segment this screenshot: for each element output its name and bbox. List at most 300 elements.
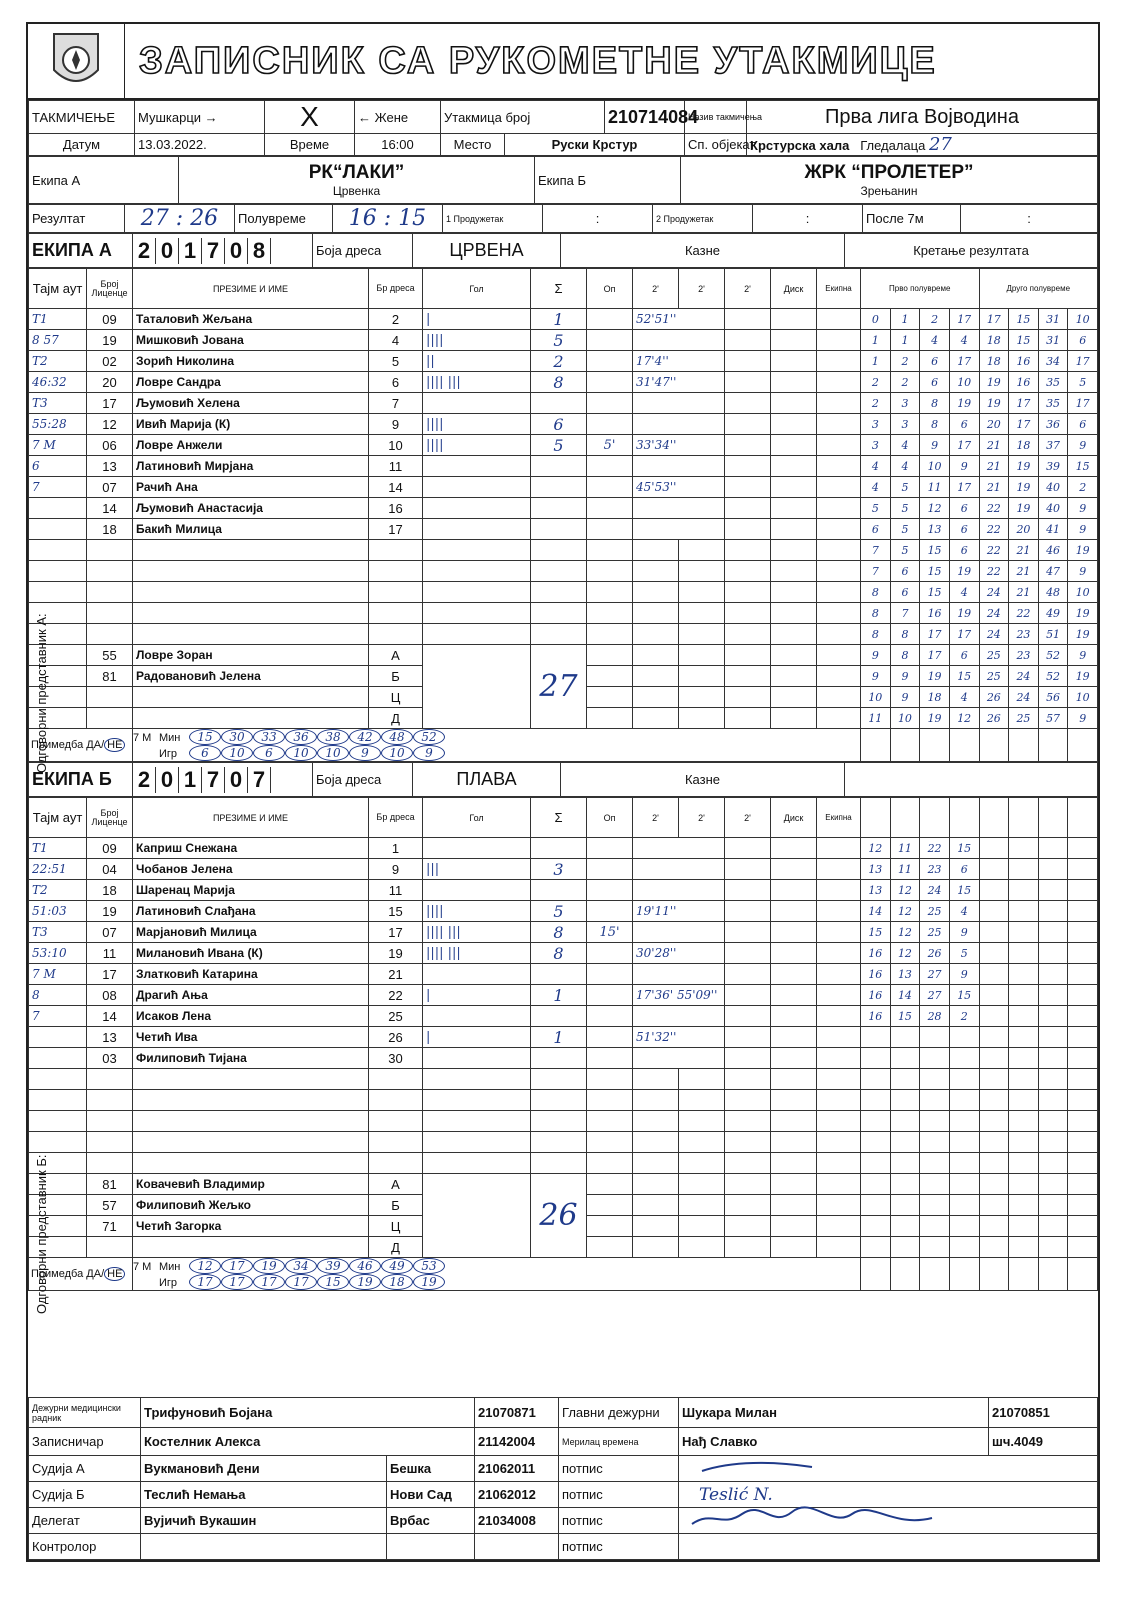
progress-cell: 4: [949, 582, 979, 603]
player-jersey-no: 21: [369, 964, 423, 985]
player-name: Мишковић Јована: [133, 330, 369, 351]
player-name: Марјановић Милица: [133, 922, 369, 943]
official-role: А: [369, 645, 423, 666]
timeout-cell: 8 57: [29, 330, 87, 351]
progress-cell: 16: [861, 964, 891, 985]
time-value: 16:00: [355, 134, 441, 156]
progress-cell: 26: [920, 943, 950, 964]
official-name: Филиповић Жељко: [133, 1195, 369, 1216]
player-goals-tally: [423, 477, 531, 498]
progress-cell: 5: [890, 477, 920, 498]
progress-cell: 19: [1068, 540, 1098, 561]
progress-cell: 16: [861, 1006, 891, 1027]
progress-cell: 10: [1068, 582, 1098, 603]
progress-cell: 19: [949, 603, 979, 624]
progress-cell: 12: [949, 708, 979, 729]
player-license: 06: [87, 435, 133, 456]
progress-cell: 20: [1009, 519, 1039, 540]
men-option[interactable]: Мушкарци →: [135, 101, 265, 134]
progress-cell: 9: [949, 922, 979, 943]
half-label: Полувреме: [235, 205, 333, 233]
progress-cell: 6: [949, 519, 979, 540]
progress-cell: 17: [1068, 351, 1098, 372]
progress-cell: 3: [861, 435, 891, 456]
timeout-cell: [29, 1069, 87, 1090]
player-suspension: [633, 519, 725, 540]
player-license: 13: [87, 1027, 133, 1048]
player-suspension: 51'32'': [633, 1027, 725, 1048]
result-value: 27 : 26: [125, 205, 235, 233]
progress-cell: 15: [920, 540, 950, 561]
team-b-code-digit: 0: [225, 767, 248, 793]
col-name: ПРЕЗИМЕ И ИМЕ: [133, 798, 369, 838]
seven-m-player: 19: [349, 1274, 381, 1290]
player-goals-tally: |||: [423, 859, 531, 880]
progress-cell: 19: [1009, 456, 1039, 477]
player-goals-tally: ||||: [423, 435, 531, 456]
player-goals-tally: |||| |||: [423, 922, 531, 943]
timeout-cell: [29, 498, 87, 519]
ot2-label: 2 Продужетак: [653, 205, 753, 233]
progress-cell: 18: [920, 687, 950, 708]
timeout-cell: T1: [29, 838, 87, 859]
progress-cell: 36: [1038, 414, 1068, 435]
team-a-label: ЕКИПА А: [29, 234, 133, 268]
team-a-code-digit: 0: [156, 238, 179, 264]
progress-cell: 12: [920, 498, 950, 519]
col-sum: Σ: [531, 269, 587, 309]
col-goal: Гол: [423, 269, 531, 309]
player-warning: [587, 880, 633, 901]
progress-cell: 15: [920, 561, 950, 582]
second-half-label: Друго полувреме: [979, 269, 1098, 309]
progress-cell: 11: [861, 708, 891, 729]
timeout-cell: 6: [29, 456, 87, 477]
seven-m-player: 6: [253, 745, 285, 761]
player-goals-tally: [423, 498, 531, 519]
player-suspension: [633, 498, 725, 519]
progress-cell: 8: [861, 603, 891, 624]
progress-cell: 22: [979, 540, 1009, 561]
federation-logo: [28, 24, 125, 98]
player-jersey-no: 14: [369, 477, 423, 498]
spectators-label: Гледалаца: [860, 138, 926, 153]
sign-label-4: потпис: [559, 1534, 679, 1560]
progress-cell: 12: [890, 880, 920, 901]
player-jersey-no: 7: [369, 393, 423, 414]
progress-cell: 9: [1068, 708, 1098, 729]
timeout-cell: [29, 1048, 87, 1069]
competition-label: ТАКМИЧЕЊЕ: [29, 101, 135, 134]
team-a-name: РК“ЛАКИ”: [308, 162, 405, 183]
progress-cell: 15: [1009, 309, 1039, 330]
official-role: Д: [369, 708, 423, 729]
progress-cell: 57: [1038, 708, 1068, 729]
progress-cell: 15: [861, 922, 891, 943]
team-b-jersey-label: Боја дреса: [313, 763, 413, 797]
player-suspension: [633, 330, 725, 351]
progress-cell: 4: [861, 456, 891, 477]
team-a-code-digit: 0: [225, 238, 248, 264]
player-suspension: [633, 880, 725, 901]
timeout-cell: 7: [29, 477, 87, 498]
progress-cell: 8: [920, 393, 950, 414]
player-warning: [587, 1027, 633, 1048]
player-license: 14: [87, 498, 133, 519]
player-goals-tally: [423, 964, 531, 985]
player-license: 19: [87, 901, 133, 922]
progress-cell: 19: [1068, 624, 1098, 645]
progress-cell: 19: [1009, 498, 1039, 519]
timer-name: Нађ Славко: [679, 1428, 989, 1456]
official-role: Б: [369, 666, 423, 687]
player-suspension: [633, 414, 725, 435]
seven-m-minute: 39: [317, 1258, 349, 1274]
player-warning: [587, 477, 633, 498]
progress-cell: 5: [890, 540, 920, 561]
official-license: 55: [87, 645, 133, 666]
ref-a-city: Бешка: [387, 1456, 475, 1482]
player-goal-sum: 1: [531, 309, 587, 330]
player-license: 17: [87, 964, 133, 985]
official-role: Д: [369, 1237, 423, 1258]
progress-cell: 3: [861, 414, 891, 435]
progress-cell: 9: [890, 687, 920, 708]
seven-m-minute: 17: [221, 1258, 253, 1274]
player-goals-tally: |: [423, 1027, 531, 1048]
progress-cell: 24: [1009, 687, 1039, 708]
progress-cell: 17: [949, 477, 979, 498]
player-license: 07: [87, 922, 133, 943]
progress-cell: 3: [890, 414, 920, 435]
progress-cell: 15: [949, 838, 979, 859]
seven-m-player: 9: [413, 745, 445, 761]
progress-cell: 10: [920, 456, 950, 477]
half-value: 16 : 15: [333, 205, 443, 233]
progress-cell: 13: [861, 859, 891, 880]
col-name: ПРЕЗИМЕ И ИМЕ: [133, 269, 369, 309]
team-b-rep-label: Одговорни представник Б:: [34, 1154, 49, 1314]
progress-cell: 5: [861, 498, 891, 519]
player-suspension: [633, 1048, 725, 1069]
delegate-city: Врбас: [387, 1508, 475, 1534]
progress-cell: 12: [890, 922, 920, 943]
progress-cell: 4: [949, 901, 979, 922]
player-goals-tally: [423, 1006, 531, 1027]
progress-cell: 19: [1009, 477, 1039, 498]
progress-cell: 4: [920, 330, 950, 351]
progress-cell: 4: [890, 435, 920, 456]
progress-cell: 22: [920, 838, 950, 859]
progress-cell: 9: [949, 456, 979, 477]
team-a-rep-label: Одговорни представник А:: [34, 613, 49, 773]
player-name: Четић Ива: [133, 1027, 369, 1048]
player-name: Ловре Сандра: [133, 372, 369, 393]
timeout-cell: 8: [29, 985, 87, 1006]
progress-cell: 17: [949, 309, 979, 330]
progress-cell: 17: [920, 624, 950, 645]
player-warning: [587, 1048, 633, 1069]
player-goals-tally: [423, 456, 531, 477]
player-warning: [587, 309, 633, 330]
player-name: Ивић Марија (К): [133, 414, 369, 435]
col-p2: 2': [679, 798, 725, 838]
progress-cell: 24: [979, 624, 1009, 645]
col-p2: 2': [679, 269, 725, 309]
progress-cell: 9: [1068, 561, 1098, 582]
progress-cell: 46: [1038, 540, 1068, 561]
player-suspension: [633, 859, 725, 880]
player-goals-tally: ||||: [423, 414, 531, 435]
progress-cell: 22: [979, 498, 1009, 519]
progress-cell: 8: [861, 582, 891, 603]
progress-cell: 6: [949, 645, 979, 666]
team-a-total: 27: [531, 645, 587, 729]
timeout-cell: [29, 1027, 87, 1048]
official-name: Ловре Зоран: [133, 645, 369, 666]
player-warning: [587, 838, 633, 859]
ot1-label: 1 Продужетак: [443, 205, 543, 233]
progress-cell: 1: [861, 330, 891, 351]
venue-value: Крстурска хала: [750, 138, 850, 153]
progress-cell: 24: [1009, 666, 1039, 687]
progress-label: Кретање резултата: [845, 234, 1098, 268]
col-sum: Σ: [531, 798, 587, 838]
progress-cell: 8: [890, 624, 920, 645]
player-name: Драгић Ања: [133, 985, 369, 1006]
progress-cell: 6: [949, 540, 979, 561]
player-license: 11: [87, 943, 133, 964]
progress-cell: 19: [949, 393, 979, 414]
player-goals-tally: |: [423, 985, 531, 1006]
player-license: 12: [87, 414, 133, 435]
timer-label: Мерилац времена: [559, 1428, 679, 1456]
progress-cell: 15: [1068, 456, 1098, 477]
official-license: 81: [87, 1174, 133, 1195]
timeout-cell: T1: [29, 309, 87, 330]
team-b-code-digit: 7: [248, 767, 271, 793]
progress-cell: 6: [890, 582, 920, 603]
progress-cell: 25: [979, 666, 1009, 687]
delegate-no: 21034008: [475, 1508, 559, 1534]
progress-cell: 19: [979, 393, 1009, 414]
progress-cell: 22: [979, 519, 1009, 540]
scorer-label: Записничар: [29, 1428, 141, 1456]
progress-cell: 7: [890, 603, 920, 624]
progress-cell: 16: [861, 985, 891, 1006]
progress-cell: 21: [979, 435, 1009, 456]
official-name: [133, 708, 369, 729]
progress-cell: 2: [890, 372, 920, 393]
seven-m-player: 10: [221, 745, 253, 761]
timeout-cell: 7 М: [29, 964, 87, 985]
timeout-cell: 7 М: [29, 435, 87, 456]
progress-cell: 9: [890, 666, 920, 687]
seven-m-minute: 42: [349, 729, 381, 745]
official-role: А: [369, 1174, 423, 1195]
progress-cell: 25: [1009, 708, 1039, 729]
progress-cell: 26: [979, 708, 1009, 729]
team-b-name: ЖРК “ПРОЛЕТЕР”: [804, 162, 974, 183]
timeout-cell: [29, 1111, 87, 1132]
seven-m-player: 17: [253, 1274, 285, 1290]
header: [28, 24, 1098, 100]
player-warning: [587, 498, 633, 519]
player-warning: [587, 1006, 633, 1027]
timeout-cell: T3: [29, 922, 87, 943]
official-license: [87, 708, 133, 729]
after7-value: :: [961, 205, 1098, 233]
player-license: 03: [87, 1048, 133, 1069]
player-name: Латиновић Слађана: [133, 901, 369, 922]
player-warning: [587, 372, 633, 393]
col-timeout: Тајм аут: [29, 798, 87, 838]
progress-cell: 21: [1009, 561, 1039, 582]
player-suspension: 17'36' 55'09'': [633, 985, 725, 1006]
note-yes[interactable]: ДА: [86, 739, 102, 751]
timeout-cell: [29, 540, 87, 561]
player-suspension: 17'4'': [633, 351, 725, 372]
progress-cell: 19: [949, 561, 979, 582]
timeout-cell: 7: [29, 1006, 87, 1027]
timeout-cell: [29, 1132, 87, 1153]
player-name: Филиповић Тијана: [133, 1048, 369, 1069]
player-jersey-no: 1: [369, 838, 423, 859]
player-warning: [587, 393, 633, 414]
seven-m-player: 18: [381, 1274, 413, 1290]
page-title: ЗАПИСНИК СА РУКОМЕТНЕ УТАКМИЦЕ: [139, 39, 937, 82]
note-label: Примедба: [31, 739, 84, 751]
player-warning: [587, 456, 633, 477]
note-no[interactable]: НЕ: [104, 1267, 125, 1281]
progress-cell: 17: [1009, 414, 1039, 435]
official-name: Радовановић Јелена: [133, 666, 369, 687]
timeout-cell: [29, 519, 87, 540]
player-goal-sum: 5: [531, 435, 587, 456]
player-warning: [587, 964, 633, 985]
col-disq: Диск: [771, 269, 817, 309]
medic-no: 21070871: [475, 1398, 559, 1428]
progress-cell: 16: [1009, 351, 1039, 372]
progress-cell: 28: [920, 1006, 950, 1027]
note-no[interactable]: НЕ: [104, 738, 125, 752]
timeout-cell: T3: [29, 393, 87, 414]
player-name: Таталовић Жељана: [133, 309, 369, 330]
player-name: Чобанов Јелена: [133, 859, 369, 880]
result-label: Резултат: [29, 205, 125, 233]
progress-cell: 17: [920, 645, 950, 666]
match-record-sheet: [26, 22, 1100, 1562]
women-option[interactable]: ← Жене: [355, 101, 441, 134]
progress-cell: 6: [861, 519, 891, 540]
player-warning: [587, 330, 633, 351]
seven-m-player: 6: [189, 745, 221, 761]
progress-cell: 18: [979, 330, 1009, 351]
progress-cell: 6: [949, 859, 979, 880]
progress-cell: 21: [1009, 540, 1039, 561]
progress-cell: 14: [890, 985, 920, 1006]
progress-cell: 7: [861, 540, 891, 561]
progress-cell: 19: [1068, 603, 1098, 624]
signature-ref-b: Teslić N.: [679, 1482, 1098, 1508]
player-license: 18: [87, 519, 133, 540]
player-goals-tally: |||| |||: [423, 372, 531, 393]
player-suspension: 19'11'': [633, 901, 725, 922]
progress-cell: 21: [979, 456, 1009, 477]
scorer-no: 21142004: [475, 1428, 559, 1456]
player-goals-tally: ||||: [423, 901, 531, 922]
team-a-section: [28, 233, 1098, 773]
team-b-code-digit: 2: [133, 767, 156, 793]
team-b-code-digit: 7: [202, 767, 225, 793]
progress-cell: 13: [861, 880, 891, 901]
official-role: Ц: [369, 1216, 423, 1237]
progress-cell: 4: [949, 330, 979, 351]
progress-cell: 27: [920, 964, 950, 985]
team-a-players-table: [28, 268, 1098, 762]
comp-name: Прва лига Војводина: [747, 101, 1098, 134]
player-goal-sum: [531, 838, 587, 859]
col-disq: Диск: [771, 798, 817, 838]
timeout-cell: T2: [29, 351, 87, 372]
player-jersey-no: 11: [369, 880, 423, 901]
progress-cell: 3: [890, 393, 920, 414]
venue-cell: [747, 134, 1098, 156]
official-license: 71: [87, 1216, 133, 1237]
team-b-city: Зрењанин: [860, 184, 918, 198]
team-a-jersey: ЦРВЕНА: [413, 234, 561, 268]
seven-m-minute: 36: [285, 729, 317, 745]
note-yes[interactable]: ДА: [86, 1268, 102, 1280]
timeout-cell: 51:03: [29, 901, 87, 922]
official-license: [87, 687, 133, 708]
seven-m-minute: 53: [413, 1258, 445, 1274]
player-jersey-no: 17: [369, 922, 423, 943]
col-goal: Гол: [423, 798, 531, 838]
timeout-cell: [29, 582, 87, 603]
spectators-value: 27: [928, 134, 952, 155]
player-name: Каприш Снежана: [133, 838, 369, 859]
player-license: 17: [87, 393, 133, 414]
player-goal-sum: 6: [531, 414, 587, 435]
result-table: [28, 204, 1098, 233]
player-warning: [587, 414, 633, 435]
progress-cell: 6: [890, 561, 920, 582]
scorer-name: Костелник Алекса: [141, 1428, 475, 1456]
player-name: Ловре Анжели: [133, 435, 369, 456]
player-suspension: [633, 393, 725, 414]
team-b-label: Екипа Б: [535, 157, 681, 204]
progress-cell: 17: [1009, 393, 1039, 414]
player-jersey-no: 10: [369, 435, 423, 456]
progress-cell: 16: [920, 603, 950, 624]
player-goals-tally: [423, 838, 531, 859]
progress-cell: 4: [861, 477, 891, 498]
progress-cell: 0: [861, 309, 891, 330]
player-license: 07: [87, 477, 133, 498]
progress-cell: 25: [920, 901, 950, 922]
chief-label: Главни дежурни: [559, 1398, 679, 1428]
signature-delegate: [679, 1508, 1098, 1534]
team-a-code-digit: 1: [179, 238, 202, 264]
after7-label: После 7м: [863, 205, 961, 233]
sign-label-3: потпис: [559, 1508, 679, 1534]
player-warning: [587, 943, 633, 964]
player-jersey-no: 9: [369, 859, 423, 880]
progress-cell: 24: [979, 582, 1009, 603]
progress-cell: 56: [1038, 687, 1068, 708]
progress-cell: 2: [861, 372, 891, 393]
